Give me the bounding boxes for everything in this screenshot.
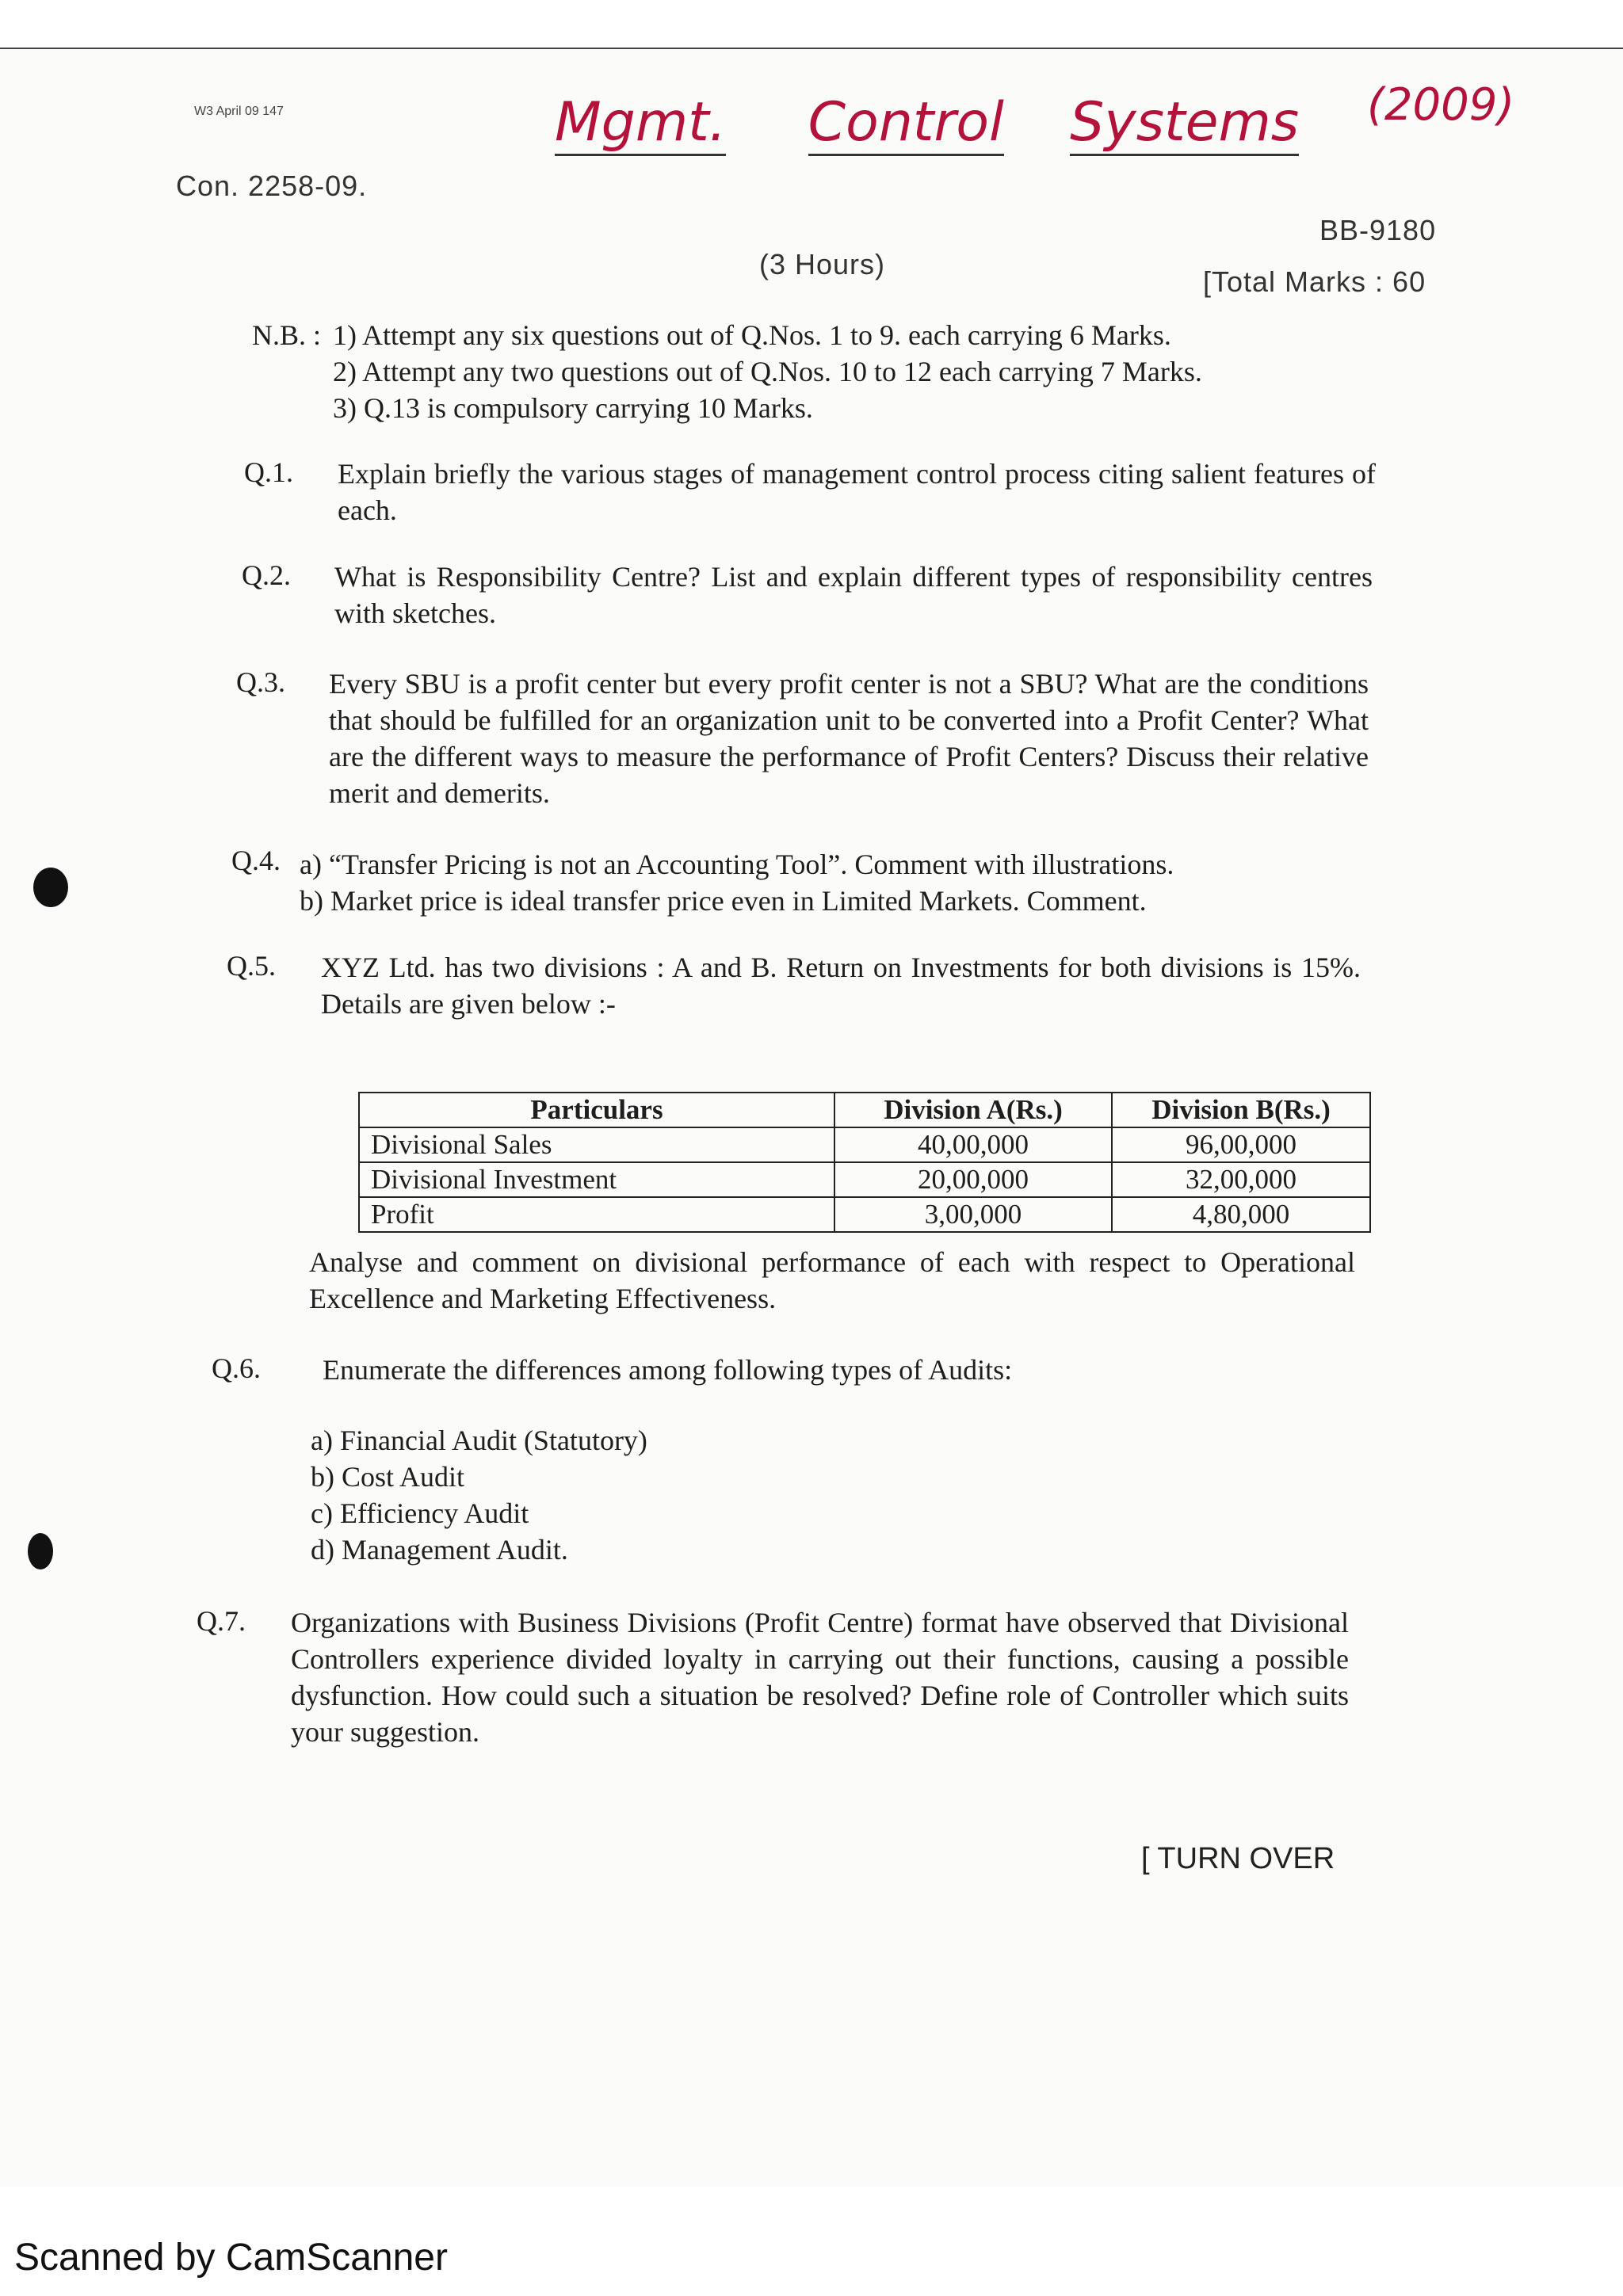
- q5-text: XYZ Ltd. has two divisions : A and B. Return on Investments for both divisions is 15%. Details are given below :-: [321, 952, 1361, 1020]
- q4-number: Q.4.: [231, 845, 281, 876]
- punch-hole-mark: [33, 868, 68, 907]
- q6-item-d: d) Management Audit.: [311, 1534, 568, 1566]
- q4-part-a: a) “Transfer Pricing is not an Accounting Tool”. Comment with illustrations.: [300, 849, 1174, 880]
- handwritten-word-2: Control: [808, 91, 1004, 156]
- q6-item-c: c) Efficiency Audit: [311, 1497, 529, 1529]
- paper-code-con: Con. 2258-09.: [176, 170, 368, 202]
- row-value-a: 3,00,000: [834, 1197, 1112, 1232]
- divisions-table: [358, 1092, 1371, 1233]
- row-value-a: 20,00,000: [834, 1162, 1112, 1197]
- th-particulars: Particulars: [359, 1093, 834, 1127]
- instruction-1: 1) Attempt any six questions out of Q.Nos. 1 to 9. each carrying 6 Marks.: [333, 319, 1171, 351]
- table-header-row: [359, 1093, 1370, 1127]
- q2-number: Q.2.: [242, 559, 291, 591]
- punch-hole-mark: [28, 1533, 53, 1569]
- bb-code: BB-9180: [1319, 214, 1437, 246]
- handwritten-title: [555, 91, 1299, 154]
- handwritten-word-1: Mgmt.: [555, 91, 726, 156]
- nb-label: N.B. :: [252, 319, 322, 351]
- q6-item-a: a) Financial Audit (Statutory): [311, 1425, 647, 1456]
- instruction-3: 3) Q.13 is compulsory carrying 10 Marks.: [333, 392, 813, 424]
- q6-text: Enumerate the differences among following types of Audits:: [323, 1354, 1013, 1386]
- q1-number: Q.1.: [244, 456, 293, 488]
- top-rule: [0, 48, 1623, 49]
- handwritten-word-3: Systems: [1070, 91, 1299, 156]
- q3-number: Q.3.: [236, 666, 285, 698]
- q3-text: Every SBU is a profit center but every profit center is not a SBU? What are the conditions that should be fulfilled for an organization unit to be converted into a Profit Center? What are the different ways to measure the performance of Profit Centers? Discuss their relative merit and demerits.: [329, 668, 1369, 809]
- duration: (3 Hours): [759, 248, 886, 280]
- q5-after-text: Analyse and comment on divisional performance of each with respect to Operational Excellence and Marketing Effectiveness.: [309, 1246, 1355, 1314]
- turn-over: [ TURN OVER: [1141, 1842, 1335, 1875]
- q2-text: What is Responsibility Centre? List and explain different types of responsibility centres with sketches.: [334, 561, 1373, 629]
- footer-text: Scanned by CamScanner: [14, 2237, 448, 2279]
- total-marks: [Total Marks : 60: [1203, 265, 1426, 298]
- q7-text: Organizations with Business Divisions (Profit Centre) format have observed that Divisional Controllers experience divided loyalty in carrying out their functions, causing a possible dysfunction. How could such a situation be resolved? Define role of Controller which suits your suggestion.: [291, 1607, 1349, 1748]
- row-label: Divisional Investment: [359, 1162, 834, 1197]
- scanner-footer: [0, 2218, 1623, 2296]
- q5-number: Q.5.: [227, 950, 276, 982]
- th-division-b: Division B(Rs.): [1112, 1093, 1370, 1127]
- row-value-b: 32,00,000: [1112, 1162, 1370, 1197]
- table-row: [359, 1162, 1370, 1197]
- th-division-a: Division A(Rs.): [834, 1093, 1112, 1127]
- handwritten-year: (2009): [1367, 79, 1515, 131]
- q6-item-b: b) Cost Audit: [311, 1461, 465, 1493]
- q4-part-b: b) Market price is ideal transfer price even in Limited Markets. Comment.: [300, 885, 1147, 917]
- row-value-b: 4,80,000: [1112, 1197, 1370, 1232]
- q1-text: Explain briefly the various stages of management control process citing salient features of each.: [338, 458, 1376, 526]
- q7-number: Q.7.: [197, 1605, 246, 1637]
- row-label: Profit: [359, 1197, 834, 1232]
- table-row: [359, 1197, 1370, 1232]
- row-label: Divisional Sales: [359, 1127, 834, 1162]
- instruction-2: 2) Attempt any two questions out of Q.Nos. 10 to 12 each carrying 7 Marks.: [333, 356, 1202, 387]
- row-value-a: 40,00,000: [834, 1127, 1112, 1162]
- q6-number: Q.6.: [212, 1352, 261, 1384]
- stamp-text: W3 April 09 147: [194, 105, 284, 118]
- row-value-b: 96,00,000: [1112, 1127, 1370, 1162]
- table-row: [359, 1127, 1370, 1162]
